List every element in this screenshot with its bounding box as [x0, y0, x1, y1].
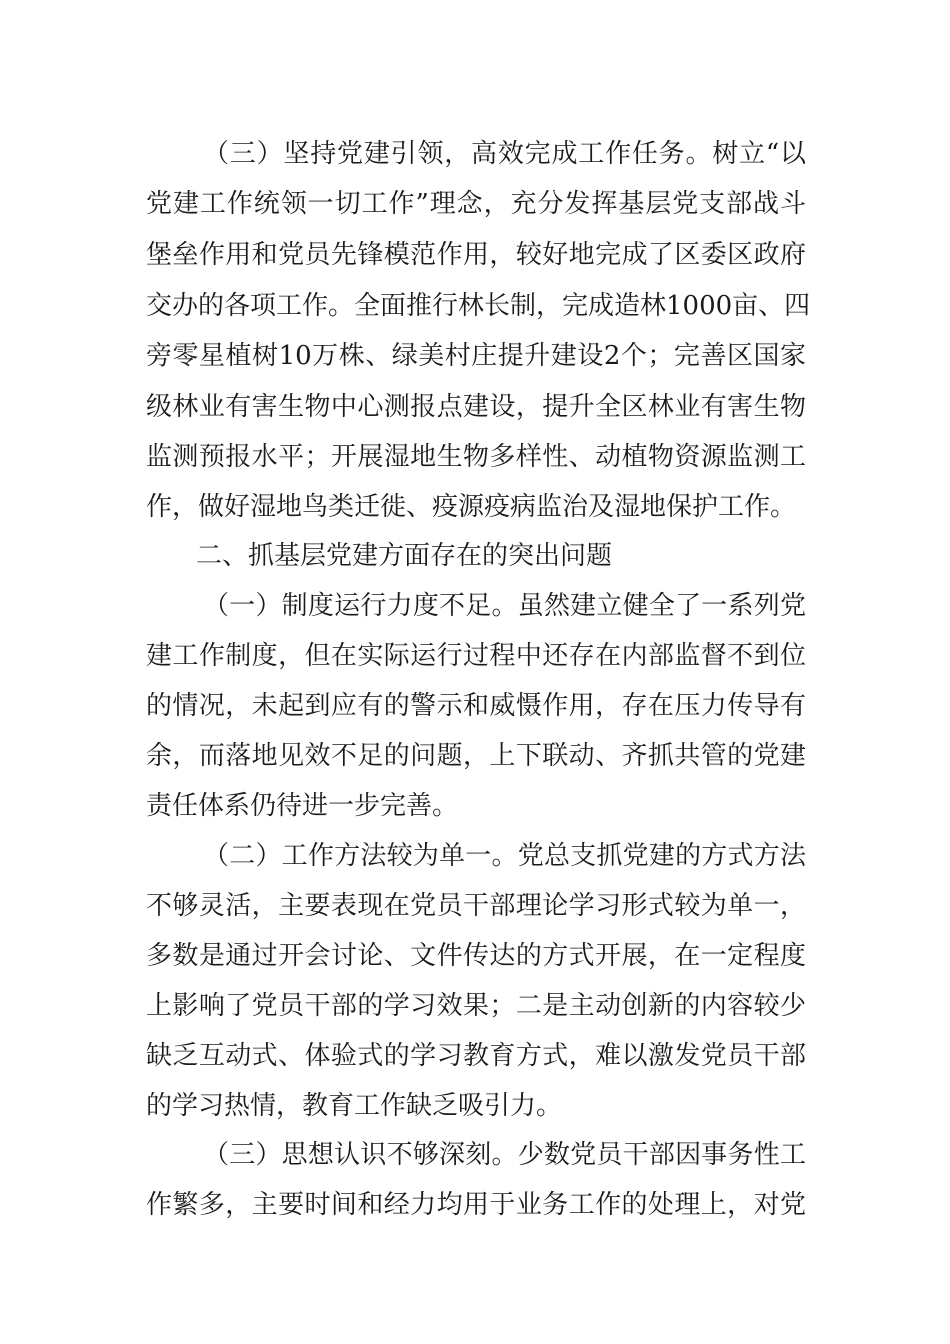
paragraph-line: 作，做好湿地鸟类迁徙、疫源疫病监治及湿地保护工作。: [146, 492, 797, 522]
paragraph-line: 上影响了党员干部的学习效果；二是主动创新的内容较少: [146, 991, 806, 1021]
paragraph-line: 作繁多，主要时间和经力均用于业务工作的处理上，对党: [146, 1190, 806, 1220]
paragraph-line: （一）制度运行力度不足。虽然建立健全了一系列党: [203, 591, 806, 621]
paragraph-line: 级林业有害生物中心测报点建设，提升全区林业有害生物: [146, 392, 806, 422]
paragraph-line: 党建工作统领一切工作”理念，充分发挥基层党支部战斗: [146, 189, 806, 219]
paragraph-line: 多数是通过开会讨论、文件传达的方式开展，在一定程度: [146, 941, 806, 971]
paragraph-line: （三）坚持党建引领，高效完成工作任务。树立“以: [203, 139, 806, 169]
paragraph-line: 旁零星植树10万株、绿美村庄提升建设2个；完善区国家: [146, 341, 806, 371]
paragraph-line: 责任体系仍待进一步完善。: [146, 791, 459, 821]
section-heading: 二、抓基层党建方面存在的突出问题: [196, 541, 613, 571]
paragraph-line: 不够灵活，主要表现在党员干部理论学习形式较为单一，: [146, 891, 806, 921]
paragraph-line: 建工作制度，但在实际运行过程中还存在内部监督不到位: [146, 641, 806, 671]
paragraph-line: （二）工作方法较为单一。党总支抓党建的方式方法: [203, 841, 806, 871]
paragraph-line: 的情况，未起到应有的警示和威慑作用，存在压力传导有: [146, 691, 806, 721]
paragraph-line: 堡垒作用和党员先锋模范作用，较好地完成了区委区政府: [146, 240, 806, 270]
paragraph-line: 缺乏互动式、体验式的学习教育方式，难以激发党员干部: [146, 1041, 806, 1071]
paragraph-line: 交办的各项工作。全面推行林长制，完成造林1000亩、四: [146, 291, 811, 321]
paragraph-line: （三）思想认识不够深刻。少数党员干部因事务性工: [203, 1140, 806, 1170]
paragraph-line: 监测预报水平；开展湿地生物多样性、动植物资源监测工: [146, 442, 806, 472]
paragraph-line: 余，而落地见效不足的问题，上下联动、齐抓共管的党建: [146, 741, 806, 771]
paragraph-line: 的学习热情，教育工作缺乏吸引力。: [146, 1091, 563, 1121]
